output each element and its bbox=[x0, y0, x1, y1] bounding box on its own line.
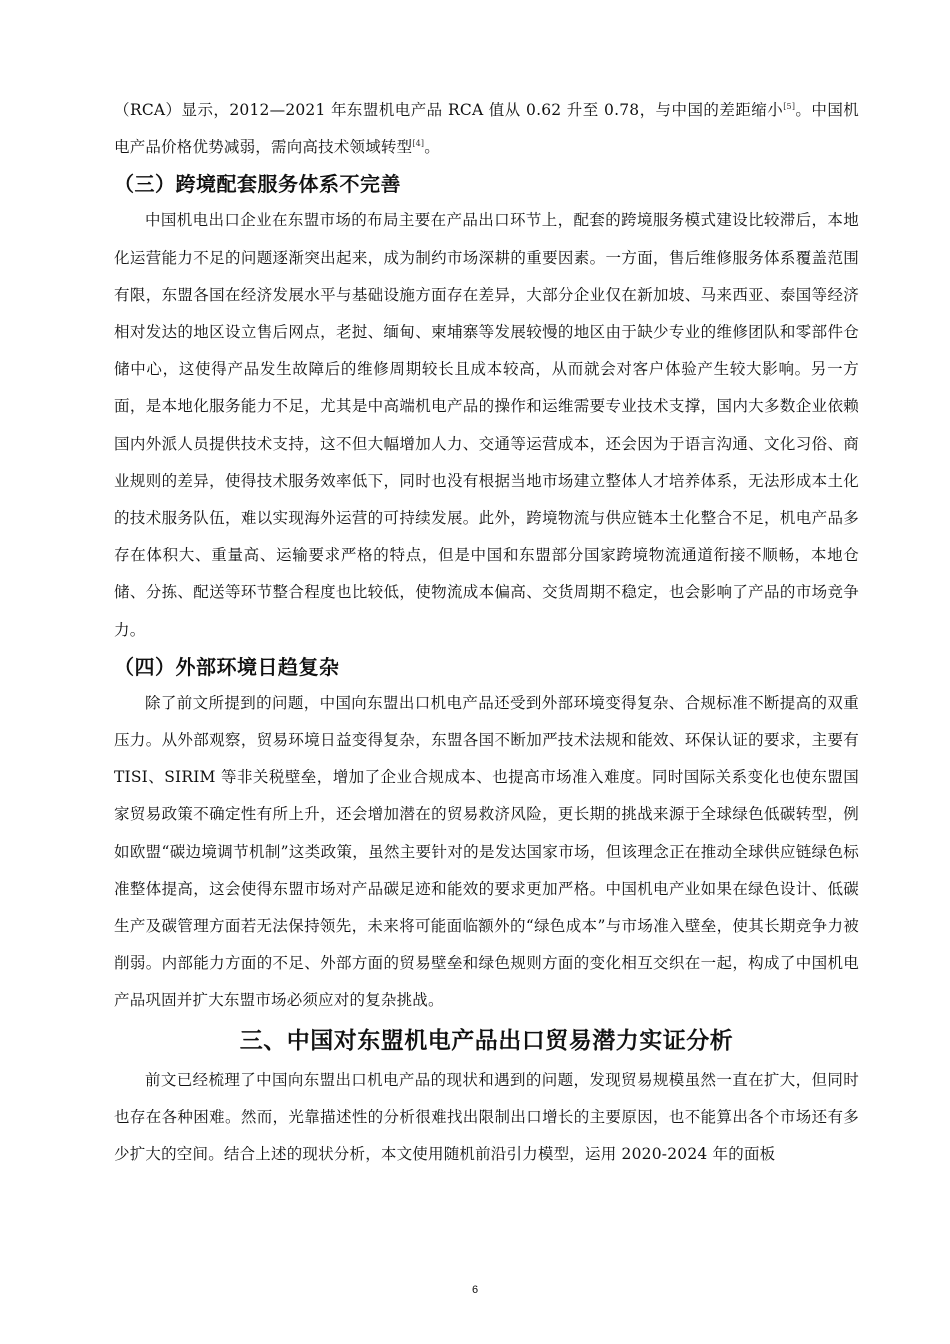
intro-text-part3: 。 bbox=[424, 138, 440, 157]
citation-ref-5[interactable]: [5] bbox=[783, 101, 796, 111]
page-content bbox=[114, 92, 859, 1173]
page-number: 6 bbox=[471, 1284, 479, 1296]
citation-ref-4[interactable]: [4] bbox=[412, 139, 425, 149]
section3-paragraph: 中国机电出口企业在东盟市场的布局主要在产品出口环节上，配套的跨境服务模式建设比较滞后，本地化运营能力不足的问题逐渐突出起来，成为制约市场深耕的重要因素。一方面，售后维修服务体系覆盖范围有限，东盟各国在经济发展水平与基础设施方面存在差异，大部分企业仅在新加坡、马来西亚、泰国等经济相对发达的地区设立售后网点，老挝、缅甸、柬埔寨等发展较慢的地区由于缺少专业的维修团队和零部件仓储中心，这使得产品发生故障后的维修周期较长且成本较高，从而就会对客户体验产生较大影响。另一方面，是本地化服务能力不足，尤其是中高端机电产品的操作和运维需要专业技术支撑，国内大多数企业依赖国内外派人员提供技术支持，这不但大幅增加人力、交通等运营成本，还会因为于语言沟通、文化习俗、商业规则的差异，使得技术服务效率低下，同时也没有根据当地市场建立整体人才培养体系，无法形成本土化的技术服务队伍，难以实现海外运营的可持续发展。此外，跨境物流与供应链本土化整合不足，机电产品多存在体积大、重量高、运输要求严格的特点，但是中国和东盟部分国家跨境物流通道衔接不顺畅，本地仓储、分拣、配送等环节整合程度也比较低，使物流成本偏高、交货周期不稳定，也会影响了产品的市场竞争力。 bbox=[114, 211, 859, 639]
section-heading-cross-border-services: （三）跨境配套服务体系不完善 bbox=[114, 172, 401, 197]
section-heading-external-environment: （四）外部环境日趋复杂 bbox=[114, 654, 340, 679]
intro-text-part2: 。中国机电产品价格优势减弱，需向高技术领域转型 bbox=[114, 101, 859, 157]
chapter-heading-empirical-analysis: 三、中国对东盟机电产品出口贸易潜力实证分析 bbox=[239, 1027, 734, 1054]
intro-text-part1: （RCA）显示，2012—2021 年东盟机电产品 RCA 值从 0.62 升至 0.78，与中国的差距缩小 bbox=[114, 101, 784, 119]
intro-paragraph bbox=[114, 92, 859, 166]
chapter3-paragraph: 前文已经梳理了中国向东盟出口机电产品的现状和遇到的问题，发现贸易规模虽然一直在扩大，但同时也存在各种困难。然而，光靠描述性的分析很难找出限制出口增长的主要原因，也不能算出各个市场还有多少扩大的空间。结合上述的现状分析，本文使用随机前沿引力模型，运用 2020-2024 年的面板 bbox=[114, 1070, 859, 1164]
section4-paragraph: 除了前文所提到的问题，中国向东盟出口机电产品还受到外部环境变得复杂、合规标准不断提高的双重压力。从外部观察，贸易环境日益变得复杂，东盟各国不断加严技术法规和能效、环保认证的要求，主要有 TISI、SIRIM 等非关税壁垒，增加了企业合规成本、也提高市场准入难度。同时国际关系变化也使东盟国家贸易政策不确定性有所上升，还会增加潜在的贸易救济风险，更长期的挑战来源于全球绿色低碳转型，例如欧盟“碳边境调节机制”这类政策，虽然主要针对的是发达国家市场，但该理念正在推动全球供应链绿色标准整体提高，这会使得东盟市场对产品碳足迹和能效的要求更加严格。中国机电产业如果在绿色设计、低碳生产及碳管理方面若无法保持领先，未来将可能面临额外的“绿色成本”与市场准入壁垒，使其长期竞争力被削弱。内部能力方面的不足、外部方面的贸易壁垒和绿色规则方面的变化相互交织在一起，构成了中国机电产品巩固并扩大东盟市场必须应对的复杂挑战。 bbox=[114, 693, 859, 1010]
